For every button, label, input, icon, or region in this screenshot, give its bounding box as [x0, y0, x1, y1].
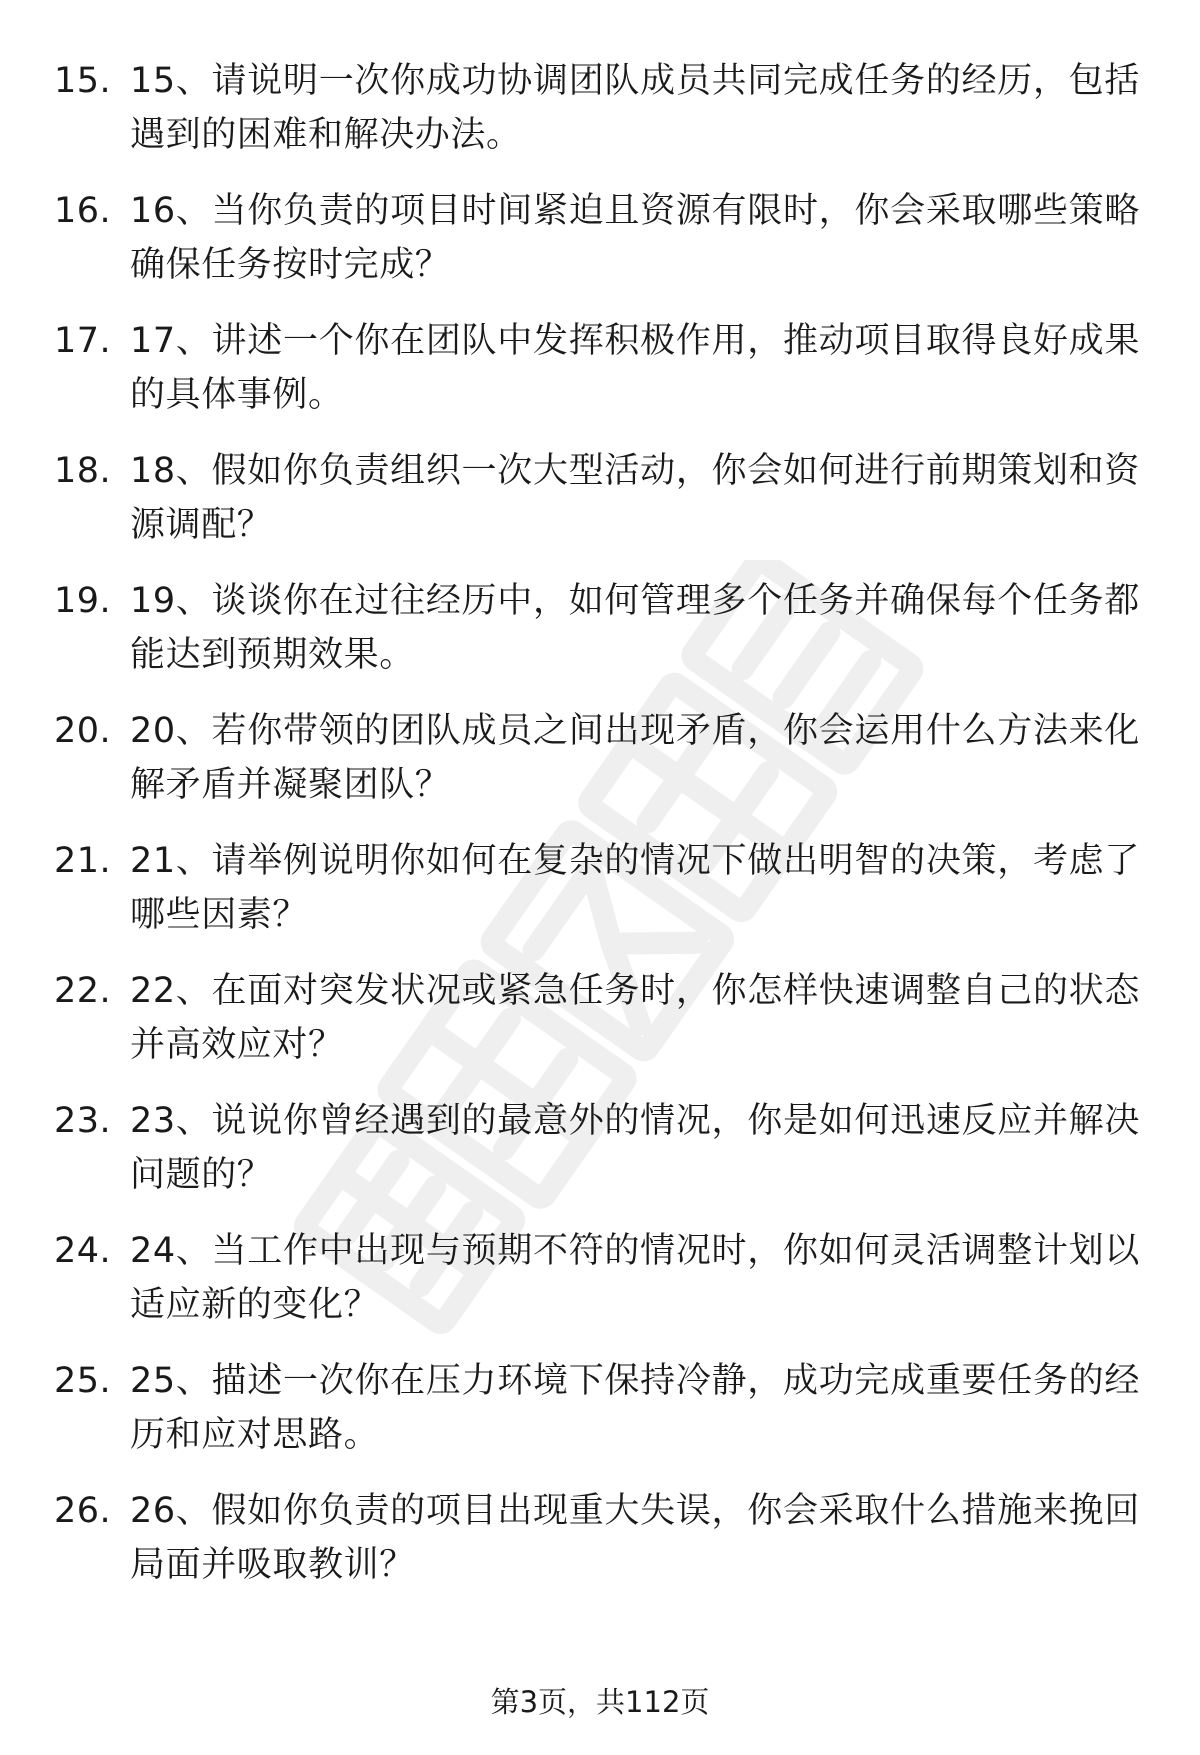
question-text: 19、谈谈你在过往经历中，如何管理多个任务并确保每个任务都能达到预期效果。 [130, 581, 1140, 675]
list-item [0, 444, 1200, 574]
question-number: 21. [54, 841, 112, 881]
question-text: 21、请举例说明你如何在复杂的情况下做出明智的决策，考虑了哪些因素？ [130, 841, 1140, 935]
question-text: 16、当你负责的项目时间紧迫且资源有限时，你会采取哪些策略确保任务按时完成？ [130, 191, 1140, 285]
list-item [0, 1354, 1200, 1484]
list-item [0, 1094, 1200, 1224]
question-text: 17、讲述一个你在团队中发挥积极作用，推动项目取得良好成果的具体事例。 [130, 321, 1140, 415]
question-number: 25. [54, 1361, 112, 1401]
page-number-label: 第3页，共112页 [490, 1685, 710, 1719]
list-item [0, 314, 1200, 444]
list-item [0, 964, 1200, 1094]
question-text: 15、请说明一次你成功协调团队成员共同完成任务的经历，包括遇到的困难和解决办法。 [130, 61, 1140, 155]
list-item [0, 1484, 1200, 1614]
question-number: 26. [54, 1491, 112, 1531]
question-text: 20、若你带领的团队成员之间出现矛盾，你会运用什么方法来化解矛盾并凝聚团队？ [130, 711, 1140, 805]
question-number: 20. [54, 711, 112, 751]
question-text: 22、在面对突发状况或紧急任务时，你怎样快速调整自己的状态并高效应对？ [130, 971, 1140, 1065]
list-item [0, 574, 1200, 704]
list-item [0, 184, 1200, 314]
question-number: 19. [54, 581, 112, 621]
question-number: 24. [54, 1231, 112, 1271]
question-number: 16. [54, 191, 112, 231]
list-item [0, 54, 1200, 184]
list-item [0, 834, 1200, 964]
list-item [0, 704, 1200, 834]
question-text: 18、假如你负责组织一次大型活动，你会如何进行前期策划和资源调配？ [130, 451, 1140, 545]
page-footer [0, 1682, 1200, 1722]
question-text: 26、假如你负责的项目出现重大失误，你会采取什么措施来挽回局面并吸取教训？ [130, 1491, 1140, 1585]
list-item [0, 1224, 1200, 1354]
question-number: 22. [54, 971, 112, 1011]
question-number: 23. [54, 1101, 112, 1141]
question-number: 15. [54, 61, 112, 101]
question-text: 24、当工作中出现与预期不符的情况时，你如何灵活调整计划以适应新的变化？ [130, 1231, 1140, 1325]
question-number: 17. [54, 321, 112, 361]
question-text: 25、描述一次你在压力环境下保持冷静，成功完成重要任务的经历和应对思路。 [130, 1361, 1140, 1455]
question-text: 23、说说你曾经遇到的最意外的情况，你是如何迅速反应并解决问题的？ [130, 1101, 1140, 1195]
question-number: 18. [54, 451, 112, 491]
question-list [0, 54, 1200, 1614]
